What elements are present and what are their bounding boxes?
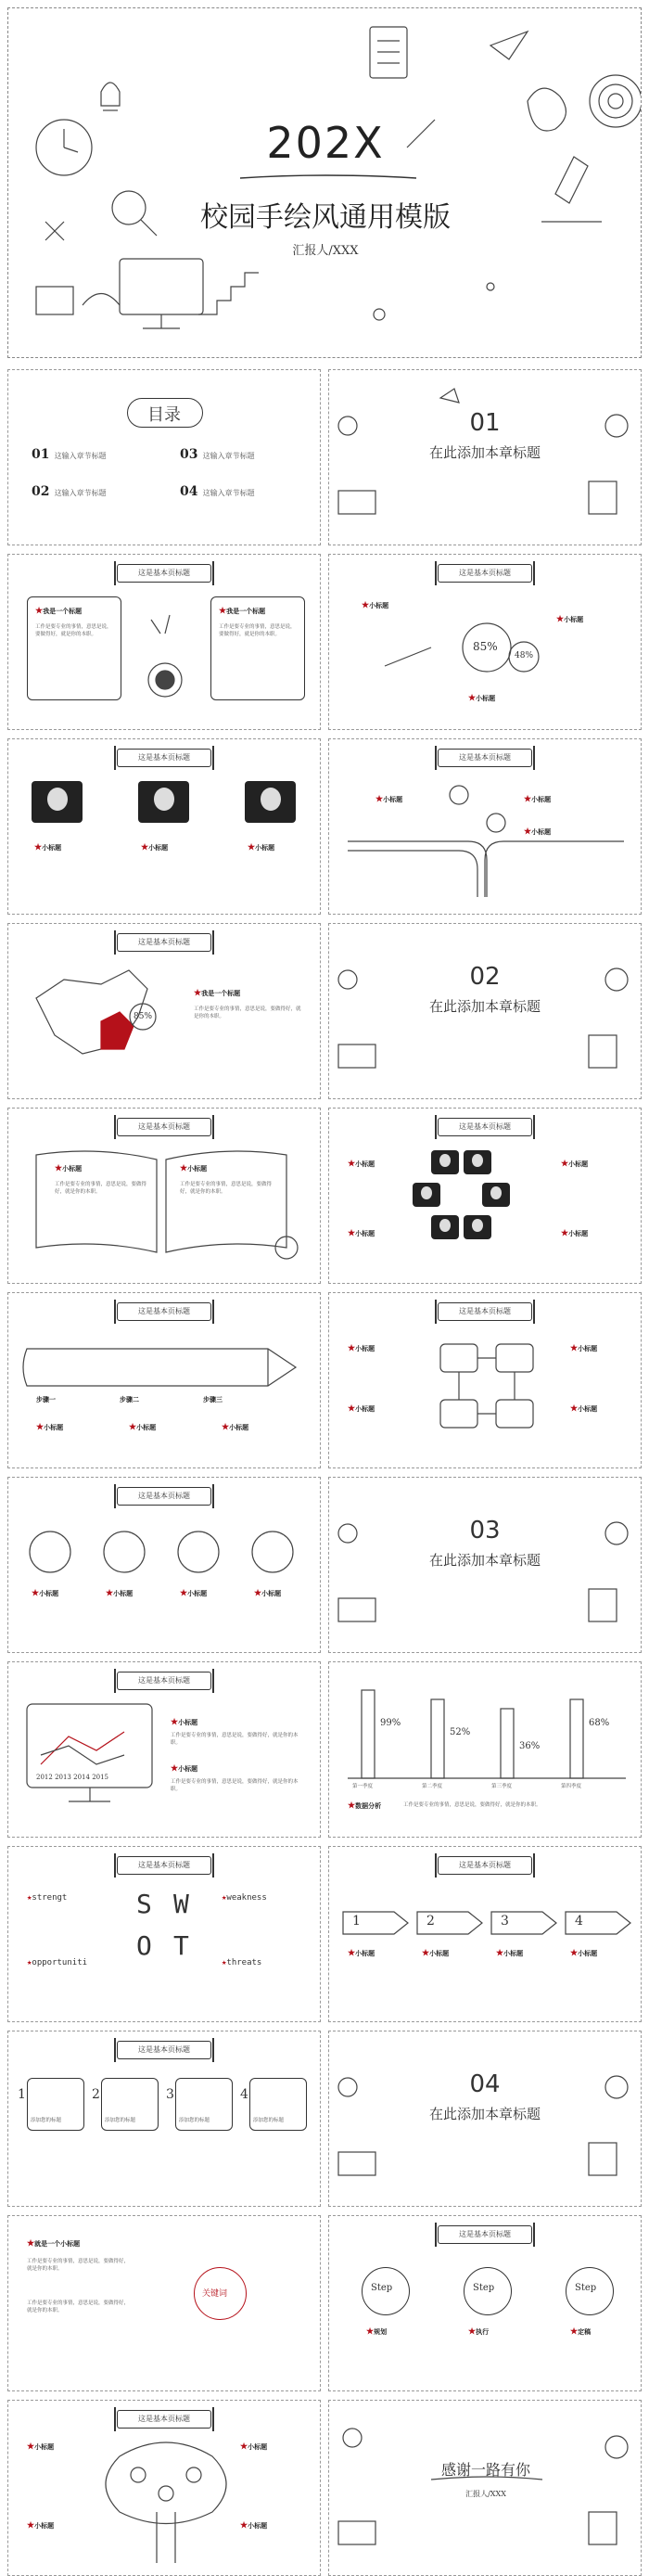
pencil-steps-slide bbox=[7, 1292, 321, 1468]
card-title: 添加您的标题 bbox=[105, 2118, 136, 2123]
chart-years: 2012 2013 2014 2015 bbox=[36, 1774, 109, 1781]
ratio-name: 第四季度 bbox=[561, 1784, 582, 1789]
step-label: 步骤二 bbox=[120, 1395, 139, 1403]
subtitle: ★小标题 bbox=[27, 2442, 55, 2452]
photo bbox=[464, 1215, 491, 1239]
subtitle: ★小标题 bbox=[348, 1344, 375, 1353]
tree-diagram bbox=[8, 2401, 321, 2576]
section-slide-02 bbox=[328, 923, 642, 1099]
photos-slide bbox=[7, 738, 321, 915]
step-number: 1 bbox=[352, 1914, 361, 1929]
thanks-reporter: 汇报人/XXX bbox=[465, 2490, 506, 2498]
four-gears-slide bbox=[7, 1477, 321, 1653]
content-slide bbox=[7, 554, 321, 730]
photo bbox=[464, 1150, 491, 1174]
subtitle: ★小标题 bbox=[55, 1164, 83, 1173]
step-label: 步骤三 bbox=[203, 1395, 223, 1403]
subtitle: ★我是一个标题 bbox=[194, 989, 241, 998]
cover-reporter: 汇报人/XXX bbox=[292, 244, 359, 258]
four-cards-slide bbox=[7, 2031, 321, 2207]
card-number: 1 bbox=[18, 2087, 26, 2102]
step-label: 步骤一 bbox=[36, 1395, 56, 1403]
page-title: 这是基本页标题 bbox=[117, 1672, 211, 1690]
monitor-chart-slide: 这是基本页标题 2012 2013 2014 2015 ★小标题 工作是要专业的事情，意思是说，要做得好，就是你的本职。 ★小标题 工作是要专业的事情，意思是说，要做得好，就是你的本职。 bbox=[7, 1661, 321, 1838]
text-card: ★我是一个标题 工作是要专业的事情，意思是说，要做得好，就是你的本职。 bbox=[27, 596, 121, 700]
subtitle: ★小标题 bbox=[129, 1423, 157, 1432]
subtitle: ★小标题 bbox=[561, 1160, 589, 1169]
book-slide: 这是基本页标题 ★小标题 工作是要专业的事情，意思是说，要做得好，就是你的本职。 ★小标题 工作是要专业的事情，意思是说，要做得好，就是你的本职。 bbox=[7, 1108, 321, 1284]
card-number: 2 bbox=[92, 2087, 100, 2102]
card-title: 添加您的标题 bbox=[31, 2118, 62, 2123]
section-number: 03 bbox=[469, 1517, 501, 1544]
subtitle: ★小标题 bbox=[348, 1229, 375, 1238]
subtitle: ★小标题 bbox=[422, 1949, 450, 1958]
toc-title: 目录 bbox=[147, 405, 181, 425]
subtitle: ★小标题 bbox=[496, 1949, 524, 1958]
swot-letter: S bbox=[136, 1889, 152, 1919]
step-text: Step bbox=[371, 2283, 393, 2293]
page-title: 这是基本页标题 bbox=[117, 2410, 211, 2429]
cover-doodles bbox=[8, 8, 642, 358]
subtitle: ★小标题 bbox=[36, 1423, 64, 1432]
page-title: 这是基本页标题 bbox=[117, 1487, 211, 1506]
cover-title: 校园手绘风通用模版 bbox=[200, 201, 451, 234]
card-number: 3 bbox=[166, 2087, 174, 2102]
subtitle: ★小标题 bbox=[348, 1404, 375, 1414]
section-title: 在此添加本章标题 bbox=[428, 2106, 541, 2122]
section-slide-04 bbox=[328, 2031, 642, 2207]
ratio-value: 52% bbox=[450, 1727, 471, 1737]
ratio-value: 99% bbox=[380, 1718, 401, 1728]
section-slide-03 bbox=[328, 1477, 642, 1653]
cover-year: 202X bbox=[266, 118, 385, 168]
arrows-slide bbox=[328, 1846, 642, 2022]
subtitle: ★小标题 bbox=[468, 694, 496, 703]
gear-value: 48% bbox=[515, 651, 534, 660]
section-slide-01 bbox=[328, 369, 642, 545]
toc-slide bbox=[7, 369, 321, 545]
subtitle: ★小标题 bbox=[34, 843, 62, 852]
subtitle: ★小标题 bbox=[561, 1229, 589, 1238]
subtitle: ★小标题 bbox=[240, 2442, 268, 2452]
swot-word: ★opportuniti bbox=[27, 1958, 88, 1967]
subtitle: ★小标题 bbox=[524, 827, 552, 837]
ratio-value: 36% bbox=[519, 1741, 541, 1751]
section-title: 在此添加本章标题 bbox=[428, 444, 541, 461]
swot-word: ★threats bbox=[222, 1958, 262, 1967]
cover-underline bbox=[8, 173, 642, 183]
page-title: 这是基本页标题 bbox=[117, 1118, 211, 1136]
subtitle: ★小标题 bbox=[240, 2521, 268, 2531]
section-number: 02 bbox=[469, 963, 501, 991]
photo bbox=[413, 1183, 440, 1207]
cover-slide bbox=[7, 7, 642, 358]
monitor-chart bbox=[8, 1662, 321, 1838]
swot-letter: T bbox=[173, 1930, 189, 1961]
map-slide: 这是基本页标题 85% ★我是一个标题 工作是要专业的事情，意思是说，要做得好，就是你的本职。 bbox=[7, 923, 321, 1099]
ratio-value: 68% bbox=[589, 1718, 610, 1728]
data-analysis-title: ★数据分析 bbox=[348, 1801, 382, 1811]
subtitle: ★小标题 bbox=[375, 795, 403, 804]
section-number: 04 bbox=[469, 2070, 501, 2098]
card-number: 4 bbox=[240, 2087, 248, 2102]
open-book bbox=[8, 1109, 321, 1284]
subtitle: ★小标题 bbox=[348, 1160, 375, 1169]
subtitle: ★小标题 bbox=[171, 1718, 198, 1727]
hexagon-slide bbox=[328, 1108, 642, 1284]
step-text: Step bbox=[575, 2283, 597, 2293]
step-label: ★执行 bbox=[468, 2327, 490, 2337]
subtitle: ★就是一个小标题 bbox=[27, 2239, 81, 2249]
tube-chart bbox=[329, 1662, 642, 1838]
toc-item: 04 这输入章节标题 bbox=[180, 484, 255, 499]
target-icon bbox=[123, 601, 207, 703]
toc-item: 03 这输入章节标题 bbox=[180, 447, 255, 462]
photo bbox=[482, 1183, 510, 1207]
road-diagram bbox=[329, 739, 642, 915]
thanks-title: 感谢一路有你 bbox=[440, 2461, 530, 2479]
thanks-slide bbox=[328, 2400, 642, 2576]
map-value: 85% bbox=[134, 1012, 153, 1021]
subtitle: ★小标题 bbox=[248, 843, 275, 852]
subtitle: ★小标题 bbox=[141, 843, 169, 852]
subtitle: ★小标题 bbox=[348, 1949, 375, 1958]
photo bbox=[431, 1215, 459, 1239]
step-label: ★规划 bbox=[366, 2327, 388, 2337]
photo bbox=[138, 781, 189, 823]
photo bbox=[245, 781, 296, 823]
page-title: 这是基本页标题 bbox=[117, 749, 211, 767]
ratio-name: 第三季度 bbox=[491, 1784, 513, 1789]
ratio-slide: 99% 52% 36% 68% 第一季度 第二季度 第三季度 第四季度 ★数据分析 工作是要专业的事情，意思是说，要做得好，就是你的本职。 bbox=[328, 1661, 642, 1838]
section-title: 在此添加本章标题 bbox=[428, 998, 541, 1015]
subtitle: ★小标题 bbox=[524, 795, 552, 804]
page-title: 这是基本页标题 bbox=[438, 749, 532, 767]
page-title: 这是基本页标题 bbox=[117, 1856, 211, 1875]
page-title: 这是基本页标题 bbox=[117, 2041, 211, 2059]
photo bbox=[32, 781, 83, 823]
subtitle: ★小标题 bbox=[556, 615, 584, 624]
toc-item: 01 这输入章节标题 bbox=[32, 447, 107, 462]
subtitle: ★小标题 bbox=[570, 1949, 598, 1958]
swot-word: ★strengt bbox=[27, 1893, 68, 1903]
subtitle: ★小标题 bbox=[27, 2521, 55, 2531]
ratio-name: 第一季度 bbox=[352, 1784, 374, 1789]
gear-row bbox=[8, 1478, 321, 1653]
subtitle: ★小标题 bbox=[180, 1164, 208, 1173]
gear-value: 85% bbox=[473, 640, 498, 653]
step-label: ★定稿 bbox=[570, 2327, 592, 2337]
swot-letter: O bbox=[136, 1930, 152, 1961]
page-title: 这是基本页标题 bbox=[438, 564, 532, 583]
subtitle: ★小标题 bbox=[362, 601, 389, 610]
subtitle: ★小标题 bbox=[222, 1423, 249, 1432]
page-title: 这是基本页标题 bbox=[117, 564, 211, 583]
page-title: 这是基本页标题 bbox=[117, 1302, 211, 1321]
step-number: 2 bbox=[426, 1914, 435, 1929]
card-title: 添加您的标题 bbox=[253, 2118, 285, 2123]
keyword-slide: ★就是一个小标题 工作是要专业的事情，意思是说，要做得好，就是你的本职。 工作是要专业的事情，意思是说，要做得好，就是你的本职。 关键词 bbox=[7, 2215, 321, 2391]
step-slide bbox=[328, 2215, 642, 2391]
card-title: 添加您的标题 bbox=[179, 2118, 210, 2123]
subtitle: ★小标题 bbox=[254, 1589, 282, 1598]
subtitle: ★小标题 bbox=[171, 1764, 198, 1774]
subtitle: ★小标题 bbox=[32, 1589, 59, 1598]
page-title: 这是基本页标题 bbox=[438, 1302, 532, 1321]
subtitle: ★小标题 bbox=[570, 1344, 598, 1353]
photo bbox=[431, 1150, 459, 1174]
step-number: 3 bbox=[501, 1914, 509, 1929]
pencil-diagram bbox=[8, 1293, 321, 1468]
section-number: 01 bbox=[469, 409, 501, 437]
page-title: 这是基本页标题 bbox=[438, 1856, 532, 1875]
gears-slide bbox=[328, 554, 642, 730]
page-title: 这是基本页标题 bbox=[438, 2225, 532, 2244]
subtitle: ★小标题 bbox=[106, 1589, 134, 1598]
page-title: 这是基本页标题 bbox=[117, 933, 211, 952]
step-text: Step bbox=[473, 2283, 495, 2293]
swot-letter: W bbox=[173, 1889, 189, 1919]
section-title: 在此添加本章标题 bbox=[428, 1552, 541, 1569]
cycle-diagram bbox=[329, 1293, 642, 1468]
page-title: 这是基本页标题 bbox=[438, 1118, 532, 1136]
subtitle: ★小标题 bbox=[180, 1589, 208, 1598]
swot-slide bbox=[7, 1846, 321, 2022]
cycle-slide bbox=[328, 1292, 642, 1468]
keyword-label: 关键词 bbox=[202, 2289, 228, 2299]
tree-slide bbox=[7, 2400, 321, 2576]
road-slide bbox=[328, 738, 642, 915]
text-card: ★我是一个标题 工作是要专业的事情，意思是说，要做得好，就是你的本职。 bbox=[210, 596, 305, 700]
swot-word: ★weakness bbox=[222, 1893, 267, 1903]
step-number: 4 bbox=[575, 1914, 583, 1929]
number-arrows bbox=[329, 1847, 642, 2022]
subtitle: ★小标题 bbox=[570, 1404, 598, 1414]
toc-item: 02 这输入章节标题 bbox=[32, 484, 107, 499]
ratio-name: 第二季度 bbox=[422, 1784, 443, 1789]
